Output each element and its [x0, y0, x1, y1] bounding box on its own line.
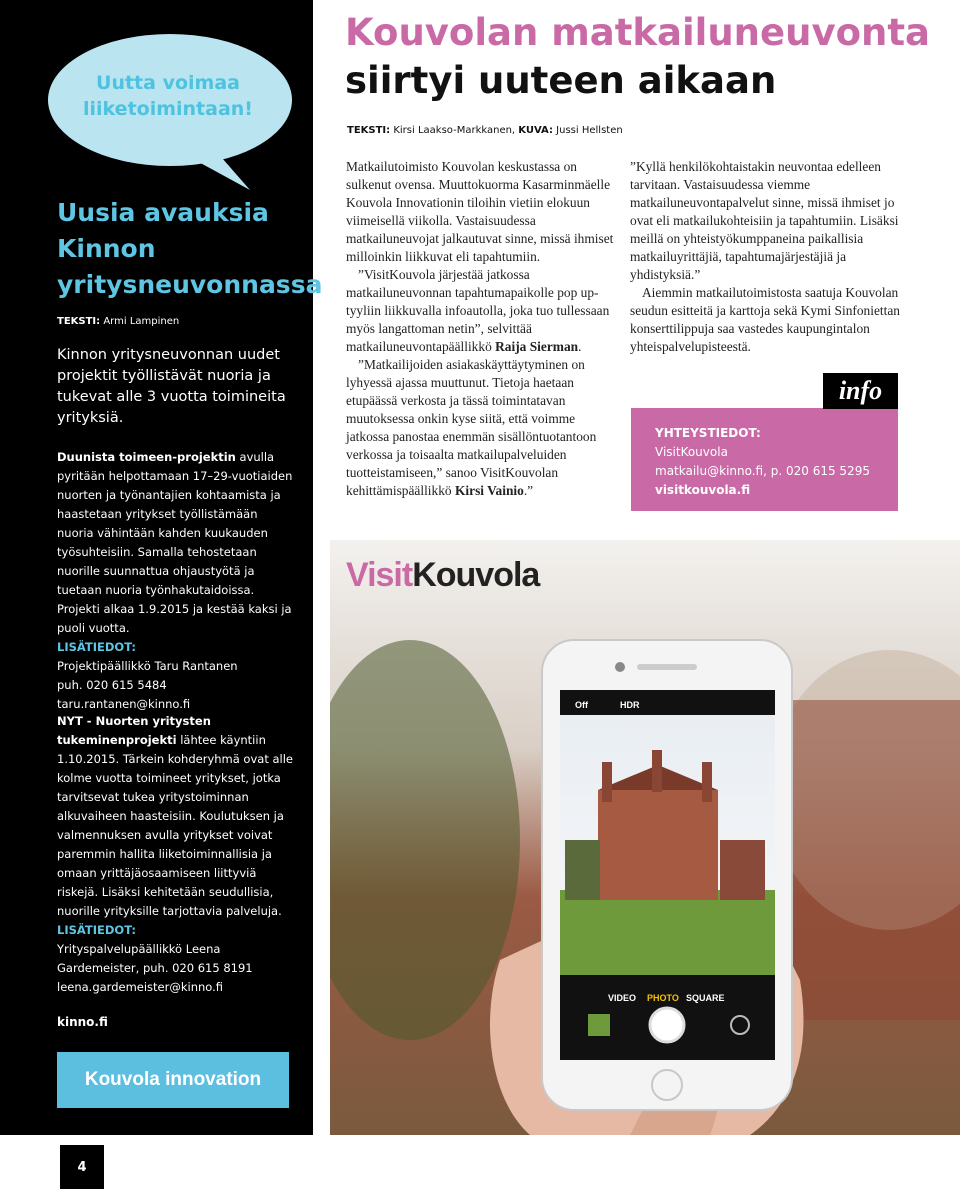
project-2-contact-email[interactable]: leena.gardemeister@kinno.fi: [57, 980, 224, 994]
project-block-1: [57, 448, 297, 714]
paragraph-3-text: ”Matkailijoiden asiakaskäyttäytyminen on lyhyessä ajassa muuttunut. Tietoja haetaan etupäässä verkosta ja tässä toimintatavan muutoksessa onkin kyse siitä, että voimme jatkossa panostaa enemmän sisällöntuotantoon verkossa ja toisaalta matkailupalveluiden tuotteistamiseen,” sanoo VisitKouvolan kehittämispäällikkö: [346, 357, 597, 498]
article-paragraph-4: ”Kyllä henkilökohtaistakin neuvontaa edelleen tarvitaan. Vastaisuudessa viemme matkailuneuvontapalvelut sinne, missä ihmiset jo ovat eli matkailukohteisiin ja tapahtumiin. Lisäksi meillä on yhteistyökumppaneina paikallisia matkailuyrittäjiä, tapahtumajärjestäjiä ja yhdistyksiä.”: [630, 159, 899, 282]
sidebar-title: Uusia avauksia Kinnon yritysneuvonnassa: [57, 198, 323, 299]
project-1-contact-phone: puh. 020 615 5484: [57, 678, 167, 692]
camera-mode-video: VIDEO: [608, 993, 637, 1003]
article-paragraph-3: [346, 356, 616, 500]
article-byline: [347, 125, 623, 136]
contact-email-phone[interactable]: matkailu@kinno.fi, p. 020 615 5295: [655, 464, 870, 478]
project-2-text: lähtee käyntiin 1.10.2015. Tärkein kohderyhmä ovat alle kolme vuotta toimineet yritykset, jotka tarvitsevat tukea yritystoiminnan alkuvaiheen haasteisiin. Koulutuksen ja valmennuksen avulla yritykset voivat paremmin hallita liiketoiminnallisia ja omaan yrittäjäosaamiseen liittyviä riskejä. Lisäksi kehitetään seudullisia, nuorille yrityksille tarjottavia palveluja.: [57, 733, 294, 918]
camera-flash-label: Off: [575, 700, 588, 710]
project-1-lead: Duunista toimeen-projektin: [57, 450, 236, 464]
article-byline-text-name: Kirsi Laakso-Markkanen,: [393, 125, 516, 136]
camera-mode-photo: PHOTO: [647, 993, 679, 1003]
page-number: 4: [60, 1145, 104, 1189]
kouvola-innovation-logo: Kouvola innovation: [57, 1052, 289, 1108]
article-paragraph-2: [346, 266, 616, 356]
contact-org: VisitKouvola: [655, 445, 728, 459]
byline-label: TEKSTI:: [57, 316, 101, 327]
sidebar-intro: Kinnon yritysneuvonnan uudet projektit työllistävät nuoria ja tukevat alle 3 vuotta toimineita yrityksiä.: [57, 347, 286, 426]
project-2-lead: NYT - Nuorten yritysten tukeminenprojekti: [57, 714, 211, 747]
byline-name: Armi Lampinen: [103, 316, 180, 327]
article-title-line2: siirtyi uuteen aikaan: [345, 59, 777, 102]
article-paragraph-5: Aiemmin matkailutoimistosta saatuja Kouvolan seudun esitteitä ja karttoja sekä Kymi Sinfoniettan konserttilippuja saa vastedes kaupungintalon yhteispalvelupisteestä.: [630, 285, 900, 354]
person-name-sierman: Raija Sierman: [495, 339, 579, 354]
visitkouvola-logo: [346, 556, 539, 595]
article-byline-photo-name: Jussi Hellsten: [556, 125, 623, 136]
visitkouvola-logo-part2: Kouvola: [412, 556, 540, 594]
visitkouvola-logo-part1: Visit: [346, 556, 413, 594]
project-1-contact-name: Projektipäällikkö Taru Rantanen: [57, 659, 238, 673]
project-1-text: avulla pyritään helpottamaan 17–29-vuotiaiden nuorten ja työnantajien kohtaamista ja haastetaan yritykset työllistämään nuoria vähintään kahden kuukauden työsuhteisiin. Samalla tehostetaan nuorille suunnattua ohjaustyötä ja tuetaan nuoria työnhakutaidoissa. Projekti alkaa 1.9.2015 ja kestää kaksi ja puoli vuotta.: [57, 450, 293, 635]
website-link[interactable]: kinno.fi: [57, 1015, 108, 1029]
article-title-line1: Kouvolan matkailuneuvonta: [345, 11, 930, 54]
project-block-2: [57, 712, 297, 997]
project-2-contact-name: Yrityspalvelupäällikkö Leena Gardemeister, puh. 020 615 8191: [57, 942, 253, 975]
article-column-2: [630, 158, 900, 356]
sidebar-panel: [0, 0, 323, 1135]
project-1-info-label: LISÄTIEDOT:: [57, 640, 137, 654]
article-byline-text-label: TEKSTI:: [347, 125, 391, 136]
camera-mode-square: SQUARE: [686, 993, 725, 1003]
article-column-1: [346, 158, 616, 500]
sidebar-byline: [57, 316, 179, 327]
article-photo: [330, 540, 960, 1135]
article-byline-photo-label: KUVA:: [518, 125, 553, 136]
project-1-contact-email[interactable]: taru.rantanen@kinno.fi: [57, 697, 191, 711]
bubble-text: Uutta voimaa liiketoimintaan!: [83, 72, 253, 120]
camera-hdr-label: HDR: [620, 700, 640, 710]
project-2-info-label: LISÄTIEDOT:: [57, 923, 137, 937]
contact-info-content: [655, 424, 870, 500]
article-paragraph-1: Matkailutoimisto Kouvolan keskustassa on sulkenut ovensa. Muuttokuorma Kasarminmäelle Kouvola Innovationin tiloihin vietiin elokuun viimeisellä viikolla. Vastaisuudessa matkailuneuvojat jalkautuvat sinne, missä ihmiset milloinkin liikkuvat eli tapahtumiin.: [346, 159, 614, 264]
person-name-vainio: Kirsi Vainio: [454, 483, 524, 498]
contact-website[interactable]: visitkouvola.fi: [655, 483, 751, 497]
paragraph-2-end: .: [578, 339, 582, 354]
paragraph-2-text: ”VisitKouvola järjestää jatkossa matkailuneuvonnan tapahtumapaikolle pop up-tyyliin liikkuvalla infoautolla, joka tuo tullessaan myös langattoman netin”, selvittää matkailuneuvontapäällikkö: [346, 267, 610, 354]
info-tag: info: [823, 373, 898, 409]
contact-label: YHTEYSTIEDOT:: [655, 426, 761, 440]
photo-illustration: [330, 540, 960, 1135]
contact-info-box: [631, 408, 898, 511]
paragraph-3-end: .”: [523, 483, 534, 498]
